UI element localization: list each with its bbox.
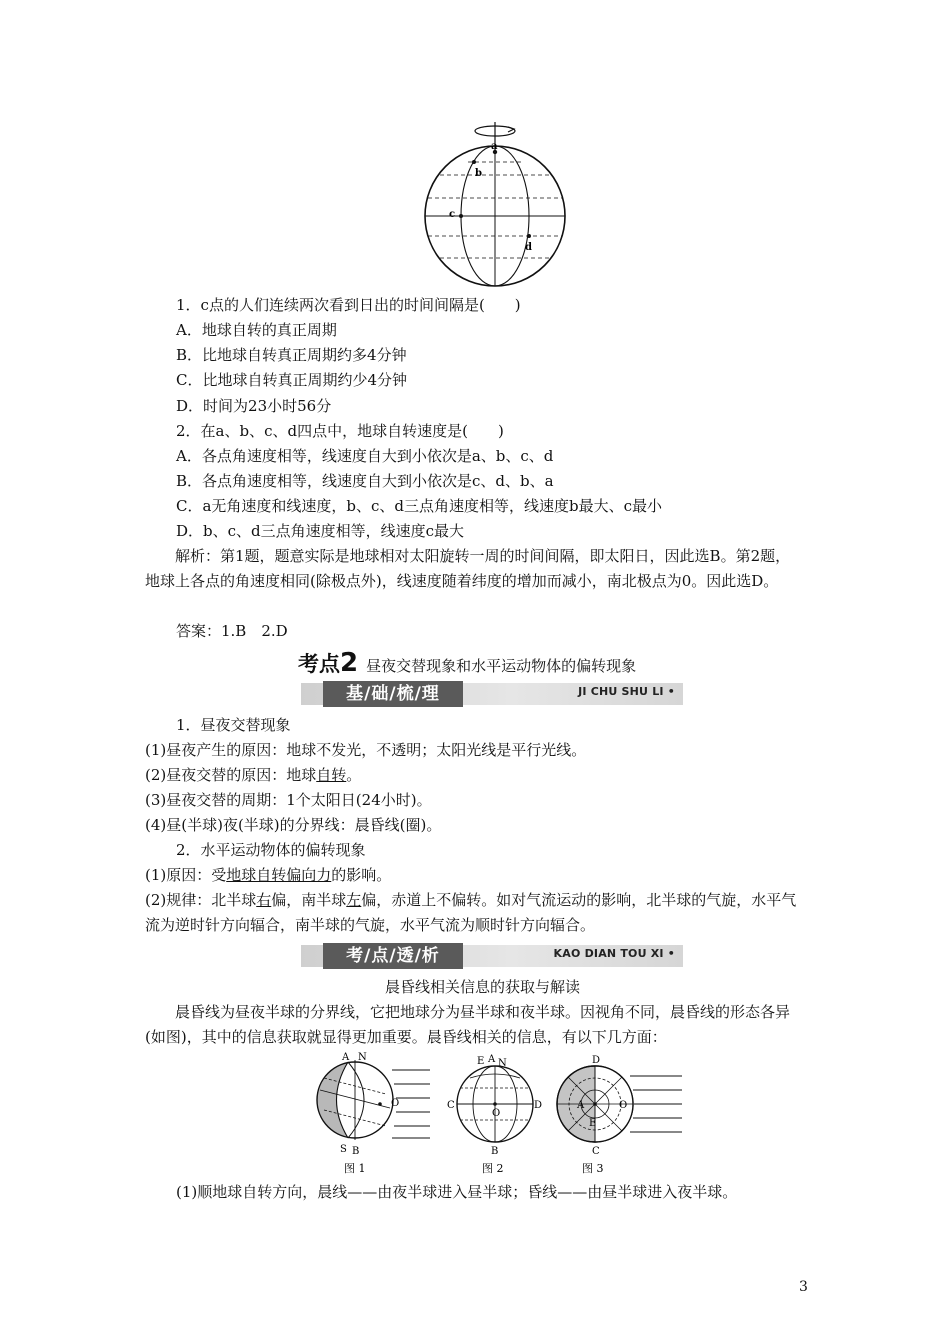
- question-1-stem: 1．c点的人们连续两次看到日出的时间间隔是( ): [176, 296, 521, 314]
- terminator-figures: [310, 1050, 690, 1180]
- point-a-label: a: [491, 141, 498, 152]
- figure-2-caption: 图 2: [482, 1162, 504, 1175]
- kaodian-number: 2: [340, 648, 359, 678]
- figure-2: [447, 1054, 542, 1175]
- blank-answer-coriolis: 地球自转偏向力: [226, 866, 332, 884]
- analysis-subtitle: 晨昏线相关信息的获取与解读: [385, 978, 581, 996]
- page-number: 3: [799, 1279, 808, 1295]
- question-2-option-a: A．各点角速度相等，线速度自大到小依次是a、b、c、d: [176, 447, 554, 465]
- basics-item-1-4: (4)昼(半球)夜(半球)的分界线：晨昏线(圈)。: [145, 816, 442, 834]
- analysis-text: [145, 544, 805, 594]
- svg-text:S: S: [340, 1144, 347, 1155]
- point-c-label: c: [449, 209, 456, 220]
- svg-text:A: A: [488, 1054, 496, 1065]
- question-2-option-c: C．a无角速度和线速度，b、c、d三点角速度相等，线速度b最大、c最小: [176, 497, 663, 515]
- question-1-option-b: B．比地球自转真正周期约多4分钟: [176, 346, 407, 364]
- svg-text:D: D: [592, 1055, 601, 1066]
- blank-answer-rotation: 自转: [316, 766, 347, 784]
- figure-1-caption: 图 1: [344, 1162, 366, 1175]
- band-basics-title: 基/础/梳/理: [323, 681, 463, 707]
- basics-item-2-2: (2)规律：北半球右偏，南半球左偏，赤道上不偏转。如对气流运动的影响，北半球的气旋，水平气流为逆时针方向辐合，南半球的气旋，水平气流为顺时针方向辐合。: [145, 891, 797, 934]
- section-band-basics: [301, 683, 683, 705]
- svg-text:E: E: [477, 1056, 485, 1067]
- question-1-option-a: A．地球自转的真正周期: [176, 321, 337, 339]
- svg-text:D: D: [534, 1100, 543, 1111]
- analysis-point-1: (1)顺地球自转方向，晨线——由夜半球进入昼半球；昏线——由昼半球进入夜半球。: [176, 1183, 738, 1201]
- figure-3: [557, 1055, 682, 1175]
- basics-item-1-2: (2)昼夜交替的原因：地球自转。: [145, 766, 362, 784]
- kaodian-title: 昼夜交替现象和水平运动物体的偏转现象: [366, 657, 637, 675]
- kaodian-label: 考点: [298, 652, 340, 676]
- svg-text:O: O: [619, 1100, 628, 1111]
- band-analysis-en: KAO DIAN TOU XI •: [553, 947, 675, 960]
- analysis-body: 解析：第1题，题意实际是地球相对太阳旋转一周的时间间隔，即太阳日，因此选B。第2题，地球上各点的角速度相同(除极点外)，线速度随着纬度的增加而减小，南北极点为0。因此选D。: [145, 547, 791, 590]
- globe-rotation-diagram: [418, 120, 578, 288]
- band-basics-en: JI CHU SHU LI •: [578, 685, 675, 698]
- analysis-intro: 晨昏线为昼夜半球的分界线，它把地球分为昼半球和夜半球。因视角不同，晨昏线的形态各异(如图)，其中的信息获取就显得更加重要。晨昏线相关的信息，有以下几方面：: [145, 1003, 791, 1046]
- question-2-stem: 2．在a、b、c、d四点中，地球自转速度是( ): [176, 422, 504, 440]
- point-d-label: d: [525, 242, 532, 253]
- basics-item-1: 1．昼夜交替现象: [176, 716, 291, 734]
- question-2-option-b: B．各点角速度相等，线速度自大到小依次是c、d、b、a: [176, 472, 554, 490]
- svg-text:O: O: [492, 1108, 501, 1119]
- svg-text:N: N: [498, 1058, 507, 1069]
- section-band-analysis: [301, 945, 683, 967]
- svg-text:E: E: [589, 1118, 597, 1129]
- question-1-option-d: D．时间为23小时56分: [176, 397, 332, 415]
- question-2-option-d: D．b、c、d三点角速度相等，线速度c最大: [176, 522, 465, 540]
- band-analysis-title: 考/点/透/析: [323, 943, 463, 969]
- point-b-label: b: [475, 168, 482, 179]
- svg-text:A: A: [342, 1052, 350, 1063]
- svg-text:C: C: [592, 1146, 600, 1157]
- svg-text:O: O: [391, 1098, 400, 1109]
- svg-text:C: C: [447, 1100, 455, 1111]
- basics-item-1-1: (1)昼夜产生的原因：地球不发光，不透明；太阳光线是平行光线。: [145, 741, 587, 759]
- kaodian-heading: [298, 648, 636, 678]
- svg-text:N: N: [358, 1052, 367, 1063]
- basics-item-2-1: (1)原因：受地球自转偏向力的影响。: [145, 866, 392, 884]
- svg-text:B: B: [352, 1146, 360, 1157]
- svg-text:A: A: [577, 1100, 585, 1111]
- basics-item-1-3: (3)昼夜交替的周期：1个太阳日(24小时)。: [145, 791, 432, 809]
- figure-1: [310, 1052, 430, 1175]
- basics-item-2: 2．水平运动物体的偏转现象: [176, 841, 366, 859]
- question-1-option-c: C．比地球自转真正周期约少4分钟: [176, 371, 408, 389]
- figure-3-caption: 图 3: [582, 1162, 604, 1175]
- svg-text:B: B: [491, 1146, 499, 1157]
- answer-text: 答案：1.B 2.D: [176, 622, 288, 640]
